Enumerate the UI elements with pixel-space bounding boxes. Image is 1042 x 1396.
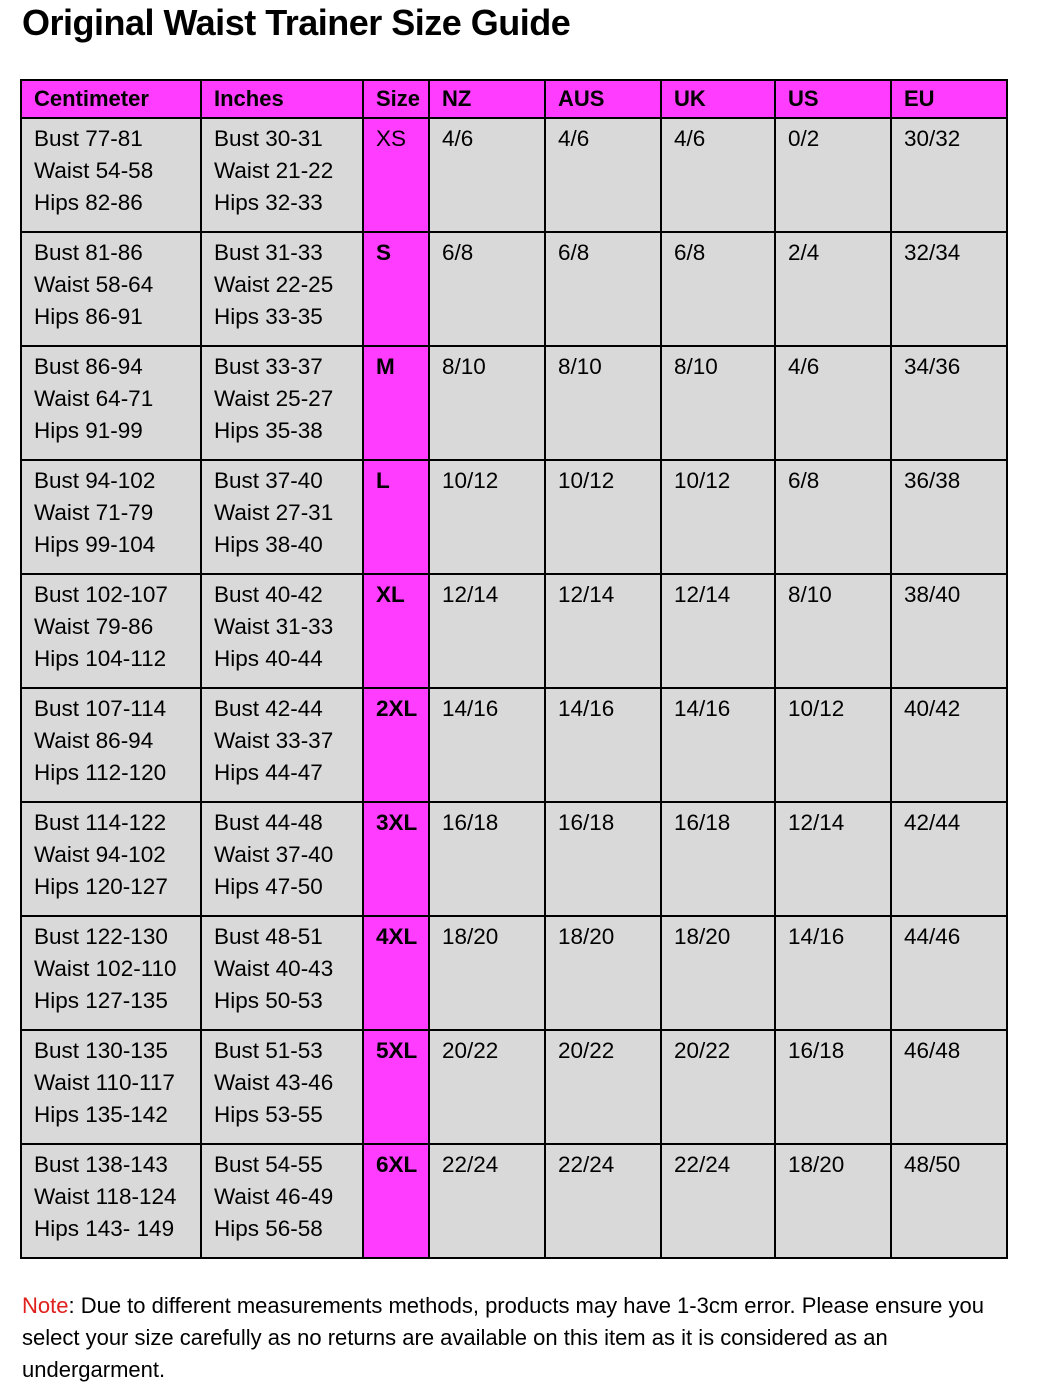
cell-centimeter-line: Bust 102-107 xyxy=(34,582,168,607)
cell-inches-line: Bust 44-48 xyxy=(214,810,323,835)
cell-centimeter-line: Hips 112-120 xyxy=(34,760,167,785)
cell-aus: 12/14 xyxy=(545,574,661,688)
cell-centimeter xyxy=(21,574,201,688)
cell-centimeter-line: Waist 110-117 xyxy=(34,1070,175,1095)
cell-size: S xyxy=(363,232,429,346)
cell-nz: 10/12 xyxy=(429,460,545,574)
cell-uk: 14/16 xyxy=(661,688,775,802)
cell-nz: 18/20 xyxy=(429,916,545,1030)
header-row xyxy=(21,80,1007,118)
cell-inches-line: Waist 43-46 xyxy=(214,1070,334,1095)
page-title: Original Waist Trainer Size Guide xyxy=(22,2,571,43)
cell-uk: 4/6 xyxy=(661,118,775,232)
cell-eu: 48/50 xyxy=(891,1144,1007,1258)
cell-centimeter xyxy=(21,916,201,1030)
cell-centimeter-line: Waist 118-124 xyxy=(34,1184,177,1209)
table-row xyxy=(21,688,1007,802)
cell-uk: 8/10 xyxy=(661,346,775,460)
cell-nz: 20/22 xyxy=(429,1030,545,1144)
cell-centimeter-line: Hips 143- 149 xyxy=(34,1216,175,1241)
cell-centimeter-line: Waist 54-58 xyxy=(34,158,154,183)
cell-nz: 8/10 xyxy=(429,346,545,460)
size-guide-table xyxy=(20,79,1008,1259)
cell-centimeter xyxy=(21,232,201,346)
cell-centimeter-line: Waist 58-64 xyxy=(34,272,154,297)
cell-aus: 6/8 xyxy=(545,232,661,346)
cell-nz: 22/24 xyxy=(429,1144,545,1258)
cell-inches-line: Hips 47-50 xyxy=(214,874,323,899)
cell-us: 12/14 xyxy=(775,802,891,916)
table-row xyxy=(21,118,1007,232)
cell-us: 6/8 xyxy=(775,460,891,574)
cell-inches-line: Waist 25-27 xyxy=(214,386,334,411)
cell-centimeter-line: Waist 86-94 xyxy=(34,728,154,753)
table-row xyxy=(21,916,1007,1030)
cell-centimeter-line: Bust 81-86 xyxy=(34,240,143,265)
cell-inches xyxy=(201,574,363,688)
table-row xyxy=(21,802,1007,916)
cell-inches-line: Bust 33-37 xyxy=(214,354,323,379)
cell-eu: 46/48 xyxy=(891,1030,1007,1144)
cell-size: XL xyxy=(363,574,429,688)
cell-centimeter-line: Bust 130-135 xyxy=(34,1038,168,1063)
cell-inches xyxy=(201,688,363,802)
cell-inches-line: Waist 31-33 xyxy=(214,614,334,639)
cell-size: 6XL xyxy=(363,1144,429,1258)
cell-inches-line: Hips 56-58 xyxy=(214,1216,323,1241)
table-row xyxy=(21,346,1007,460)
cell-inches-line: Hips 38-40 xyxy=(214,532,323,557)
cell-inches xyxy=(201,802,363,916)
cell-us: 10/12 xyxy=(775,688,891,802)
cell-size: XS xyxy=(363,118,429,232)
cell-inches-line: Waist 37-40 xyxy=(214,842,334,867)
cell-centimeter xyxy=(21,802,201,916)
cell-centimeter-line: Hips 120-127 xyxy=(34,874,168,899)
header-size: Size xyxy=(363,80,429,118)
cell-inches-line: Hips 35-38 xyxy=(214,418,323,443)
cell-inches-line: Hips 40-44 xyxy=(214,646,323,671)
cell-uk: 20/22 xyxy=(661,1030,775,1144)
cell-size: L xyxy=(363,460,429,574)
cell-inches-line: Hips 50-53 xyxy=(214,988,323,1013)
cell-centimeter-line: Hips 127-135 xyxy=(34,988,168,1013)
cell-us: 8/10 xyxy=(775,574,891,688)
cell-centimeter-line: Hips 86-91 xyxy=(34,304,143,329)
cell-centimeter-line: Hips 99-104 xyxy=(34,532,156,557)
cell-aus: 18/20 xyxy=(545,916,661,1030)
cell-size: 4XL xyxy=(363,916,429,1030)
cell-eu: 40/42 xyxy=(891,688,1007,802)
cell-inches-line: Waist 40-43 xyxy=(214,956,334,981)
cell-uk: 10/12 xyxy=(661,460,775,574)
cell-inches-line: Bust 31-33 xyxy=(214,240,323,265)
cell-eu: 42/44 xyxy=(891,802,1007,916)
cell-inches-line: Hips 33-35 xyxy=(214,304,323,329)
cell-centimeter-line: Waist 79-86 xyxy=(34,614,154,639)
cell-us: 14/16 xyxy=(775,916,891,1030)
table-row xyxy=(21,232,1007,346)
cell-uk: 6/8 xyxy=(661,232,775,346)
cell-inches-line: Bust 54-55 xyxy=(214,1152,323,1177)
header-eu: EU xyxy=(891,80,1007,118)
header-aus: AUS xyxy=(545,80,661,118)
header-inches: Inches xyxy=(201,80,363,118)
table-row xyxy=(21,460,1007,574)
cell-inches-line: Hips 53-55 xyxy=(214,1102,323,1127)
cell-aus: 20/22 xyxy=(545,1030,661,1144)
cell-inches-line: Waist 33-37 xyxy=(214,728,334,753)
cell-eu: 36/38 xyxy=(891,460,1007,574)
cell-uk: 22/24 xyxy=(661,1144,775,1258)
cell-size: M xyxy=(363,346,429,460)
cell-centimeter xyxy=(21,460,201,574)
cell-nz: 16/18 xyxy=(429,802,545,916)
cell-centimeter-line: Waist 102-110 xyxy=(34,956,177,981)
cell-inches xyxy=(201,118,363,232)
cell-centimeter xyxy=(21,1144,201,1258)
cell-inches-line: Bust 42-44 xyxy=(214,696,323,721)
cell-inches-line: Waist 22-25 xyxy=(214,272,334,297)
cell-centimeter xyxy=(21,346,201,460)
cell-size: 5XL xyxy=(363,1030,429,1144)
cell-inches xyxy=(201,346,363,460)
cell-aus: 4/6 xyxy=(545,118,661,232)
cell-us: 18/20 xyxy=(775,1144,891,1258)
cell-eu: 44/46 xyxy=(891,916,1007,1030)
cell-nz: 6/8 xyxy=(429,232,545,346)
cell-inches-line: Hips 32-33 xyxy=(214,190,323,215)
cell-us: 0/2 xyxy=(775,118,891,232)
cell-eu: 30/32 xyxy=(891,118,1007,232)
cell-uk: 16/18 xyxy=(661,802,775,916)
header-uk: UK xyxy=(661,80,775,118)
cell-centimeter-line: Bust 114-122 xyxy=(34,810,167,835)
cell-centimeter xyxy=(21,1030,201,1144)
cell-inches xyxy=(201,1144,363,1258)
table-row xyxy=(21,1030,1007,1144)
cell-inches-line: Bust 40-42 xyxy=(214,582,323,607)
cell-inches-line: Bust 51-53 xyxy=(214,1038,323,1063)
cell-us: 16/18 xyxy=(775,1030,891,1144)
table-row xyxy=(21,574,1007,688)
cell-centimeter-line: Bust 77-81 xyxy=(34,126,143,151)
cell-centimeter-line: Hips 104-112 xyxy=(34,646,167,671)
table-row xyxy=(21,1144,1007,1258)
cell-aus: 22/24 xyxy=(545,1144,661,1258)
note-text: : Due to different measurements methods, products may have 1-3cm error. Please ensure you select your size carefully as no returns are available on this item as it is considered as an undergarment. xyxy=(22,1293,984,1382)
cell-nz: 14/16 xyxy=(429,688,545,802)
cell-inches-line: Waist 21-22 xyxy=(214,158,334,183)
cell-inches-line: Bust 37-40 xyxy=(214,468,323,493)
cell-centimeter xyxy=(21,118,201,232)
note-label: Note xyxy=(22,1293,69,1318)
cell-inches-line: Hips 44-47 xyxy=(214,760,323,785)
cell-aus: 10/12 xyxy=(545,460,661,574)
cell-centimeter-line: Bust 122-130 xyxy=(34,924,168,949)
cell-centimeter-line: Hips 91-99 xyxy=(34,418,143,443)
header-us: US xyxy=(775,80,891,118)
table-body xyxy=(21,118,1007,1258)
cell-centimeter-line: Waist 64-71 xyxy=(34,386,154,411)
cell-size: 2XL xyxy=(363,688,429,802)
cell-centimeter-line: Bust 138-143 xyxy=(34,1152,168,1177)
cell-uk: 12/14 xyxy=(661,574,775,688)
cell-eu: 32/34 xyxy=(891,232,1007,346)
cell-inches-line: Waist 46-49 xyxy=(214,1184,334,1209)
cell-centimeter-line: Waist 94-102 xyxy=(34,842,166,867)
cell-us: 4/6 xyxy=(775,346,891,460)
cell-aus: 8/10 xyxy=(545,346,661,460)
cell-nz: 4/6 xyxy=(429,118,545,232)
cell-centimeter xyxy=(21,688,201,802)
header-nz: NZ xyxy=(429,80,545,118)
cell-centimeter-line: Bust 86-94 xyxy=(34,354,143,379)
cell-centimeter-line: Bust 94-102 xyxy=(34,468,156,493)
cell-eu: 34/36 xyxy=(891,346,1007,460)
cell-inches xyxy=(201,916,363,1030)
cell-inches xyxy=(201,460,363,574)
cell-inches xyxy=(201,1030,363,1144)
cell-size: 3XL xyxy=(363,802,429,916)
cell-us: 2/4 xyxy=(775,232,891,346)
cell-centimeter-line: Bust 107-114 xyxy=(34,696,167,721)
cell-uk: 18/20 xyxy=(661,916,775,1030)
cell-inches-line: Bust 30-31 xyxy=(214,126,323,151)
cell-aus: 14/16 xyxy=(545,688,661,802)
cell-centimeter-line: Hips 135-142 xyxy=(34,1102,168,1127)
cell-centimeter-line: Hips 82-86 xyxy=(34,190,143,215)
note xyxy=(22,1290,1012,1386)
cell-inches-line: Bust 48-51 xyxy=(214,924,323,949)
cell-inches xyxy=(201,232,363,346)
header-centimeter: Centimeter xyxy=(21,80,201,118)
cell-inches-line: Waist 27-31 xyxy=(214,500,334,525)
cell-centimeter-line: Waist 71-79 xyxy=(34,500,154,525)
cell-eu: 38/40 xyxy=(891,574,1007,688)
cell-aus: 16/18 xyxy=(545,802,661,916)
cell-nz: 12/14 xyxy=(429,574,545,688)
